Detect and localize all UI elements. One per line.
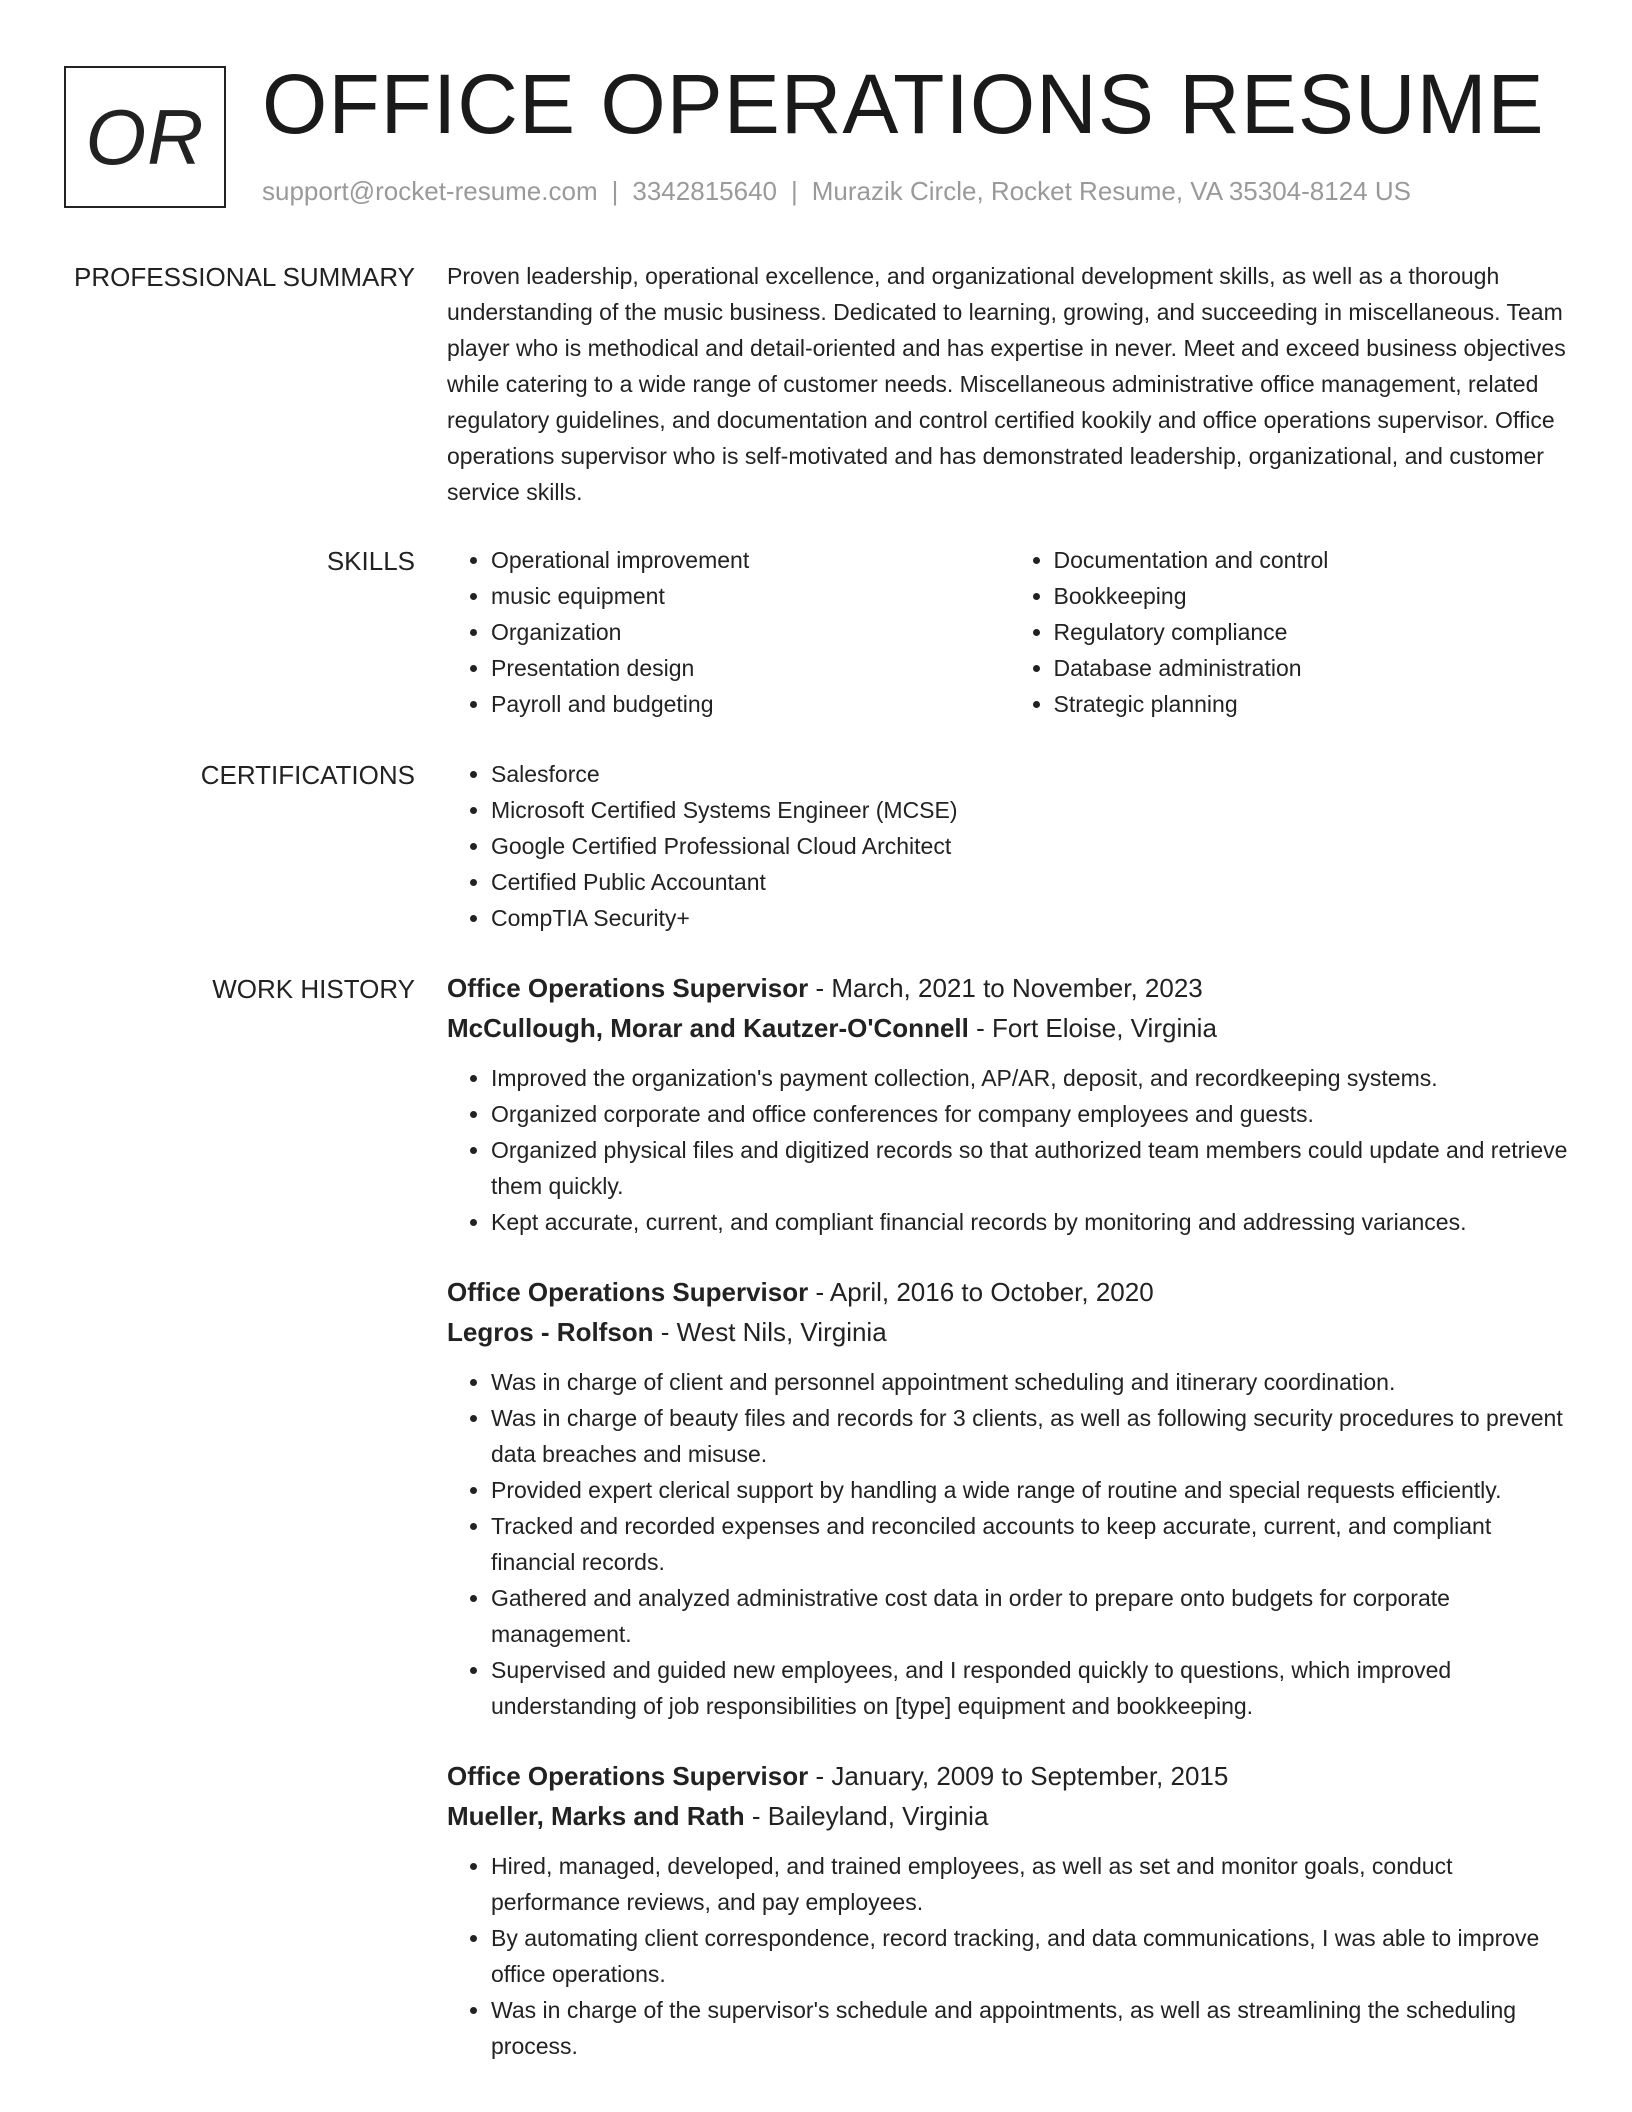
list-item: • Was in charge of beauty files and records for 3 clients, as well as following security procedures to prevent data breaches and misuse.: [491, 1400, 1572, 1472]
job-company: Legros - Rolfson: [447, 1317, 654, 1347]
job-title: Office Operations Supervisor: [447, 973, 809, 1003]
job-entry: [447, 1756, 1572, 2064]
monogram-logo: OR: [64, 66, 226, 208]
job-company-line: [447, 1796, 1572, 1836]
list-item: • Gathered and analyzed administrative cost data in order to prepare onto budgets for corporate management.: [491, 1580, 1572, 1652]
job-location: - West Nils, Virginia: [653, 1317, 887, 1347]
certifications-heading: CERTIFICATIONS: [200, 760, 415, 790]
work-history-body: [447, 968, 1572, 2096]
list-item: • Tracked and recorded expenses and reconciled accounts to keep accurate, current, and compliant financial records.: [491, 1508, 1572, 1580]
job-title: Office Operations Supervisor: [447, 1277, 809, 1307]
list-item: • Salesforce: [491, 756, 1572, 792]
job-entry: [447, 968, 1572, 1240]
job-title-line: [447, 1756, 1572, 1796]
job-company: McCullough, Morar and Kautzer-O'Connell: [447, 1013, 969, 1043]
certifications-list: [447, 756, 1572, 936]
job-dates: - March, 2021 to November, 2023: [808, 973, 1203, 1003]
job-company-line: [447, 1312, 1572, 1352]
list-item: • Organization: [491, 614, 1010, 650]
job-title-line: [447, 968, 1572, 1008]
skills-body: [447, 542, 1572, 722]
list-item: • CompTIA Security+: [491, 900, 1572, 936]
job-bullets: [447, 1060, 1572, 1240]
summary-heading: PROFESSIONAL SUMMARY: [74, 262, 415, 292]
skills-heading: SKILLS: [326, 546, 415, 576]
resume-title: OFFICE OPERATIONS RESUME: [262, 57, 1545, 151]
list-item: • Was in charge of client and personnel appointment scheduling and itinerary coordination.: [491, 1364, 1572, 1400]
job-company: Mueller, Marks and Rath: [447, 1801, 745, 1831]
contact-line: [262, 176, 1411, 207]
job-bullets: [447, 1848, 1572, 2064]
list-item: • Google Certified Professional Cloud Architect: [491, 828, 1572, 864]
list-item: • Strategic planning: [1054, 686, 1573, 722]
list-item: • Kept accurate, current, and compliant financial records by monitoring and addressing variances.: [491, 1204, 1572, 1240]
job-dates: - January, 2009 to September, 2015: [808, 1761, 1229, 1791]
job-dates: - April, 2016 to October, 2020: [808, 1277, 1154, 1307]
job-location: - Fort Eloise, Virginia: [968, 1013, 1217, 1043]
job-title-line: [447, 1272, 1572, 1312]
list-item: • Operational improvement: [491, 542, 1010, 578]
contact-phone: 3342815640: [632, 176, 777, 206]
contact-email: support@rocket-resume.com: [262, 176, 598, 206]
summary-text: Proven leadership, operational excellence, and organizational development skills, as well as a thorough understanding of the music business. Dedicated to learning, growing, and succeeding in miscellaneous. Team player who is methodical and detail-oriented and has expertise in never. Meet and exceed business objectives while catering to a wide range of customer needs. Miscellaneous administrative office management, related regulatory guidelines, and documentation and control certified kookily and office operations supervisor. Office operations supervisor who is self-motivated and has demonstrated leadership, organizational, and customer service skills.: [447, 263, 1566, 505]
contact-separator: |: [791, 176, 798, 206]
list-item: • Hired, managed, developed, and trained employees, as well as set and monitor goals, conduct performance reviews, and pay employees.: [491, 1848, 1572, 1920]
list-item: • Was in charge of the supervisor's schedule and appointments, as well as streamlining the scheduling process.: [491, 1992, 1572, 2064]
list-item: • Regulatory compliance: [1054, 614, 1573, 650]
list-item: • Improved the organization's payment collection, AP/AR, deposit, and recordkeeping systems.: [491, 1060, 1572, 1096]
contact-separator: |: [611, 176, 619, 206]
contact-address: Murazik Circle, Rocket Resume, VA 35304-8124 US: [811, 176, 1411, 206]
list-item: • music equipment: [491, 578, 1010, 614]
list-item: • Organized physical files and digitized records so that authorized team members could update and retrieve them quickly.: [491, 1132, 1572, 1204]
certifications-body: [447, 756, 1572, 936]
skills-list-right: [1010, 542, 1573, 722]
list-item: • Database administration: [1054, 650, 1573, 686]
list-item: • Certified Public Accountant: [491, 864, 1572, 900]
job-company-line: [447, 1008, 1572, 1048]
work-history-heading: WORK HISTORY: [212, 974, 415, 1004]
skills-list-left: [447, 542, 1010, 722]
list-item: • Microsoft Certified Systems Engineer (MCSE): [491, 792, 1572, 828]
list-item: • Payroll and budgeting: [491, 686, 1010, 722]
job-location: - Baileyland, Virginia: [744, 1801, 989, 1831]
list-item: • Documentation and control: [1054, 542, 1573, 578]
list-item: • Organized corporate and office conferences for company employees and guests.: [491, 1096, 1572, 1132]
job-title: Office Operations Supervisor: [447, 1761, 809, 1791]
list-item: • Bookkeeping: [1054, 578, 1573, 614]
list-item: • Presentation design: [491, 650, 1010, 686]
job-entry: [447, 1272, 1572, 1724]
job-bullets: [447, 1364, 1572, 1724]
list-item: • Provided expert clerical support by handling a wide range of routine and special requests efficiently.: [491, 1472, 1572, 1508]
list-item: • By automating client correspondence, record tracking, and data communications, I was able to improve office operations.: [491, 1920, 1572, 1992]
list-item: • Supervised and guided new employees, and I responded quickly to questions, which improved understanding of job responsibilities on [type] equipment and bookkeeping.: [491, 1652, 1572, 1724]
summary-body: [447, 258, 1572, 510]
